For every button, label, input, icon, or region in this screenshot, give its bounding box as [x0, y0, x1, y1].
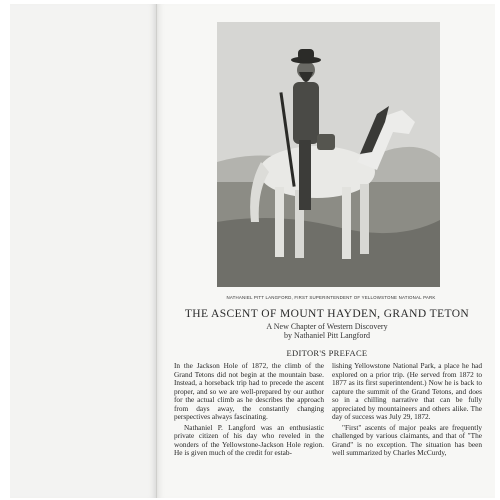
article-byline: by Nathaniel Pitt Langford	[284, 331, 370, 340]
body-paragraph: lishing Yellowstone National Park, a place he had explored on a prior trip. (He served from 1872 to 1877 as its first superintendent.) Now he is back to capture the summit of the Grand Tetons, and does so in a chilling narrative that can be fully appreciated by mountaineers and others alike. The day of success was July 29, 1872.	[332, 361, 482, 421]
photo-caption: NATHANIEL PITT LANGFORD, FIRST SUPERINTENDENT OF YELLOWSTONE NATIONAL PARK	[226, 295, 436, 300]
body-paragraph: Nathaniel P. Langford was an enthusiastic private citizen of his day who reveled in the wonders of the Yellowstone-Jackson Hole region. He is given much of the credit for estab-	[174, 422, 324, 457]
article-title: THE ASCENT OF MOUNT HAYDEN, GRAND TETON	[184, 308, 470, 320]
horseman-photograph	[217, 22, 440, 287]
article-subtitle: A New Chapter of Western Discovery	[266, 322, 388, 331]
left-blank-page	[10, 4, 157, 498]
body-column-right	[332, 362, 482, 458]
section-heading: EDITOR'S PREFACE	[286, 348, 368, 358]
right-page	[157, 4, 495, 498]
body-column-left	[174, 362, 324, 458]
body-paragraph: "First" ascents of major peaks are frequently challenged by various claimants, and that of "The Grand" is no exception. The situation has been well summarized by Charles McCurdy,	[332, 422, 482, 457]
photo-illustration	[217, 22, 440, 287]
body-paragraph: In the Jackson Hole of 1872, the climb of the Grand Tetons did not begin at the mountain base. Instead, a horseback trip had to precede the ascent proper, and so we are well-prepared by our author for the actual climb as he describes the approach from days away, the constantly changing perspectives always fascinating.	[174, 361, 324, 421]
